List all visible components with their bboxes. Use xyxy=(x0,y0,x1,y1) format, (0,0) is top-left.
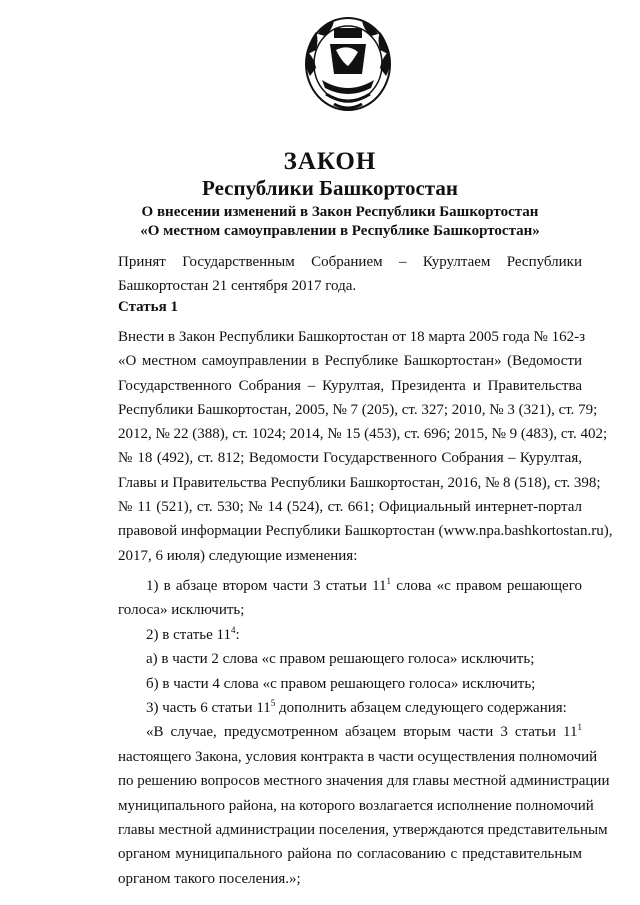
quote-line: муниципального района, на которого возлагается исполнение полномочий xyxy=(118,797,594,814)
adoption-statement xyxy=(118,250,582,319)
intro-line: Главы и Правительства Республики Башкортостан, 2016, № 8 (518), ст. 398; xyxy=(118,474,601,491)
intro-line: Внести в Закон Республики Башкортостан от 18 марта 2005 года № 162-з xyxy=(118,329,586,345)
law-subtitle-line1: О внесении изменений в Закон Республики Башкортостан xyxy=(141,204,539,220)
amendment-items xyxy=(118,574,610,891)
quote-line: по решению вопросов местного значения для главы местной администрации xyxy=(118,773,610,790)
intro-line: правовой информации Республики Башкортостан (www.npa.bashkortostan.ru), xyxy=(118,523,613,540)
article-heading: Статья 1 xyxy=(118,299,178,315)
bashkortostan-emblem xyxy=(300,14,396,124)
item-1-line2: голоса» исключить; xyxy=(118,602,245,619)
quote-line1: «В случае, предусмотренном абзацем вторым части 3 статьи $11^1$ xyxy=(146,722,582,741)
intro-line: 2017, 6 июля) следующие изменения: xyxy=(118,547,358,564)
intro-line: Республики Башкортостан, 2005, № 7 (205), ст. 327; 2010, № 3 (321), ст. 79; xyxy=(118,401,598,418)
law-subtitle-line2: «О местном самоуправлении в Республике Башкортостан» xyxy=(140,223,540,239)
quote-line: органом муниципального района по согласованию с представительным xyxy=(118,846,582,863)
item-2b: б) в части 4 слова «с правом решающего голоса» исключить; xyxy=(146,675,536,692)
intro-line: Государственного Собрания – Курултая, Президента и Правительства xyxy=(118,377,582,394)
item-2a: а) в части 2 слова «с правом решающего голоса» исключить; xyxy=(146,651,535,668)
item-1-line1: 1) в абзаце втором части 3 статьи $11^1$ слова «с правом решающего xyxy=(146,576,582,594)
adoption-line1: Принят Государственным Собранием – Курултаем Республики xyxy=(118,254,582,270)
article-intro xyxy=(118,325,613,568)
intro-line: 2012, № 22 (388), ст. 1024; 2014, № 15 (453), ст. 696; 2015, № 9 (483), ст. 402; xyxy=(118,426,608,443)
intro-line: «О местном самоуправлении в Республике Башкортостан» (Ведомости xyxy=(118,353,582,370)
law-title: ЗАКОН xyxy=(283,148,377,175)
quote-line: органом такого поселения.»; xyxy=(118,870,301,887)
republic-title: Республики Башкортостан xyxy=(202,176,458,200)
adoption-line2: Башкортостан 21 сентября 2017 года. xyxy=(118,278,357,295)
quote-line: главы местной администрации поселения, утверждаются представительным xyxy=(118,821,608,838)
intro-line: № 11 (521), ст. 530; № 14 (524), ст. 661; Официальный интернет-портал xyxy=(118,499,582,516)
quote-line: настоящего Закона, условия контракта в части осуществления полномочий xyxy=(118,748,598,765)
intro-line: № 18 (492), ст. 812; Ведомости Государственного Собрания – Курултая, xyxy=(118,450,582,467)
item-2: 2) в статье $11^4$: xyxy=(146,624,240,643)
item-3: 3) часть 6 статьи $11^5$ дополнить абзацем следующего содержания: xyxy=(146,697,567,716)
